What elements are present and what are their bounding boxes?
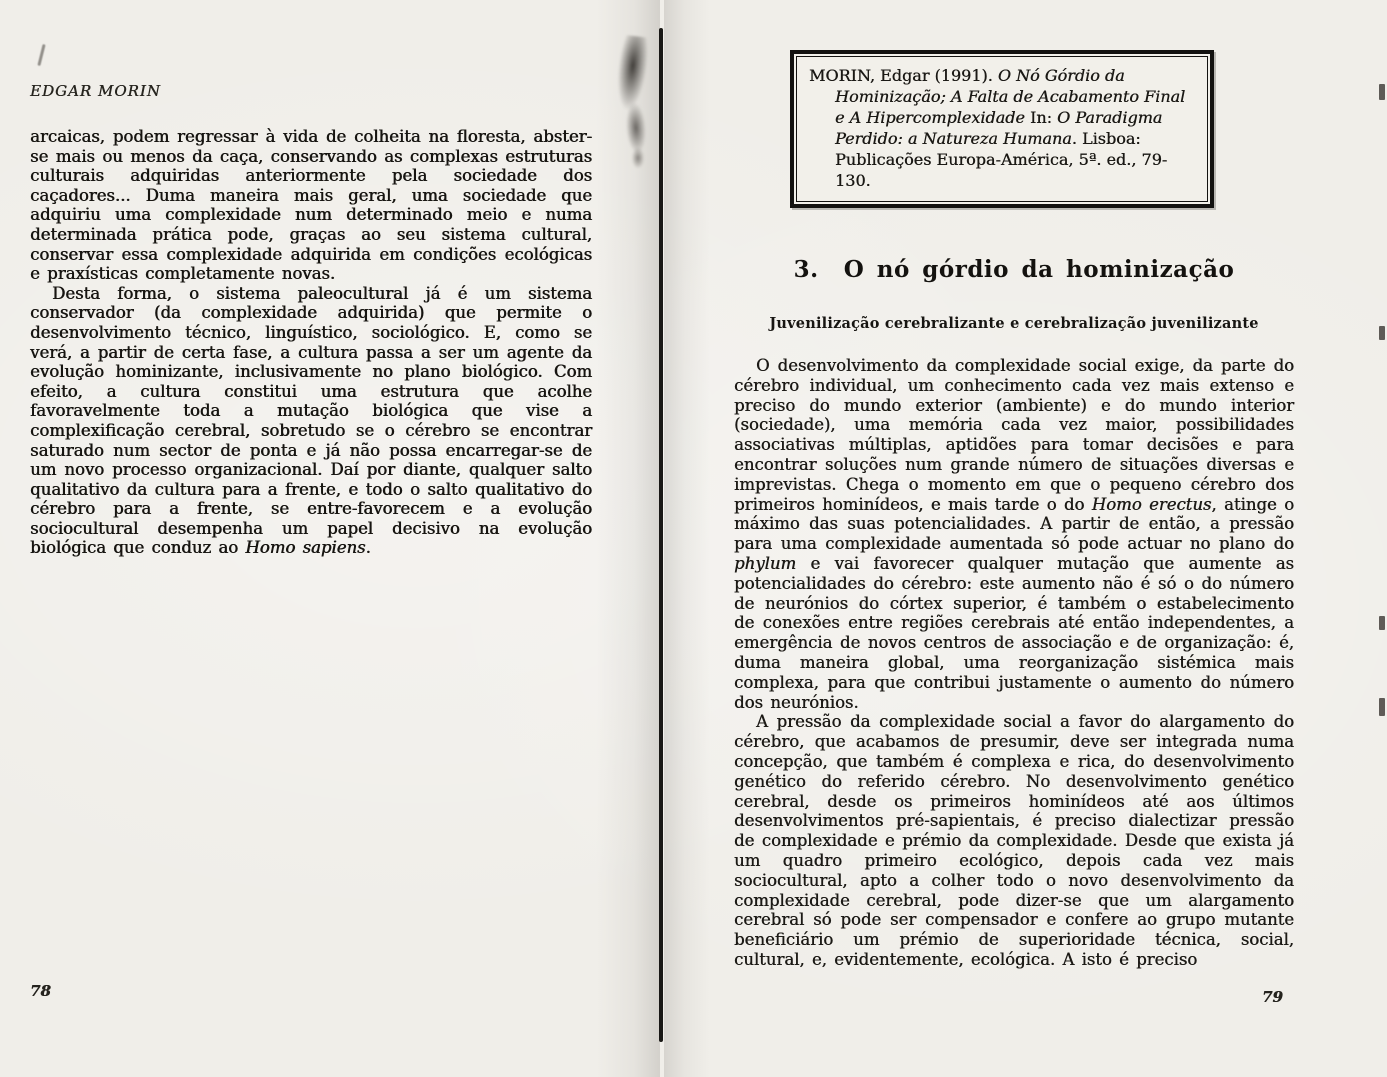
page-number-right: 79: [1262, 988, 1283, 1006]
right-page-body: [734, 356, 1294, 970]
running-header: EDGAR MORIN: [30, 82, 161, 100]
chapter-heading: 3. O nó górdio da hominização: [793, 256, 1235, 283]
page-edge-mark: [1379, 616, 1385, 630]
page-edge-mark: [1379, 84, 1385, 100]
right-page: [734, 50, 1294, 970]
body-paragraph: Desta forma, o sistema paleocultural já é um sistema conservador (da complexidade adquirida) que permite o desenvolvimento técnico, linguístico, sociológico. E, como se verá, a partir de certa fase, a cultura passa a ser um agente da evolução hominizante, inclusivamente no plano biológico. Com efeito, a cultura constitui uma estrutura que acolhe favoravelmente toda a mutação biológica que vise a complexificação cerebral, sobretudo se o cérebro se encontrar saturado num sector de ponta e já não possa encarregar-se de um novo processo organizacional. Daí por diante, qualquer salto qualitativo da cultura para a frente, e todo o salto qualitativo do cérebro para a frente, se entre-favorecem e a evolução sociocultural desempenha um papel decisivo na evolução biológica que conduz ao Homo sapiens.: [30, 283, 592, 558]
body-paragraph: A pressão da complexidade social a favor do alargamento do cérebro, que acabamos de presumir, deve ser integrada numa concepção, que também é complexa e rica, do desenvolvimento genético do referido cérebro. No desenvolvimento genético cerebral, desde os primeiros hominídeos até aos últimos desenvolvimentos pré-sapientais, é preciso dialectizar pressão de complexidade e prémio da complexidade. Desde que exista já um quadro primeiro ecológico, depois cada vez mais sociocultural, apto a colher todo o novo desenvolvimento da complexidade cerebral, pode dizer-se que um alargamento cerebral só pode ser compensador e confere ao grupo mutante beneficiário um prémio de superioridade técnica, social, cultural, e, evidentemente, ecológica. A isto é preciso: [734, 712, 1294, 969]
gutter-shadow-left: [596, 0, 660, 1077]
body-paragraph: arcaicas, podem regressar à vida de colheita na floresta, abster-se mais ou menos da caça, conservando as complexas estruturas culturais adquiridas anteriormente pela sociedade dos caçadores... Duma maneira mais geral, uma sociedade que adquiriu uma complexidade num determinado meio e numa determinada prática pode, graças ao seu sistema cultural, conservar essa complexidade adquirida em condições ecológicas e praxísticas completamente novas.: [30, 127, 592, 284]
gutter-shadow-right: [664, 0, 710, 1077]
body-paragraph: O desenvolvimento da complexidade social exige, da parte do cérebro individual, um conhecimento cada vez mais extenso e preciso do mundo exterior (ambiente) e do mundo interior (sociedade), uma memória cada vez maior, possibilidades associativas múltiplas, aptidões para tomar decisões e para encontrar soluções num grande número de situações diversas e imprevistas. Chega o momento em que o pequeno cérebro dos primeiros hominídeos, e mais tarde o do Homo erectus, atinge o máximo das suas potencialidades. A partir de então, a pressão para uma complexidade aumentada só pode actuar no plano do phylum e vai favorecer qualquer mutação que aumente as potencialidades do cérebro: este aumento não é só o do número de neurónios do córtex superior, é também o estabelecimento de conexões entre regiões cerebrais até então independentes, a emergência de novos centros de associação e de organização: é, duma maneira global, uma reorganização sistémica mais complexa, para que contribui justamente o aumento do número dos neurónios.: [734, 356, 1294, 712]
citation-box-inner: [796, 56, 1208, 202]
page-edge-mark: [1379, 326, 1385, 340]
citation-box: [790, 50, 1214, 208]
citation-text: MORIN, Edgar (1991). O Nó Górdio da Hominização; A Falta de Acabamento Final e A Hipercomplexidade In: O Paradigma Perdido: a Natureza Humana. Lisboa: Publicações Europa-América, 5ª. ed., 79-130.: [809, 66, 1186, 190]
page-edge-mark: [1379, 698, 1385, 716]
pencil-mark: [37, 44, 45, 66]
left-page: [30, 82, 592, 558]
left-page-body: [30, 127, 592, 558]
book-spine: [659, 28, 663, 1042]
section-subheading: Juvenilização cerebralizante e cerebralização juvenilizante: [769, 315, 1259, 332]
page-number-left: 78: [30, 982, 51, 1000]
